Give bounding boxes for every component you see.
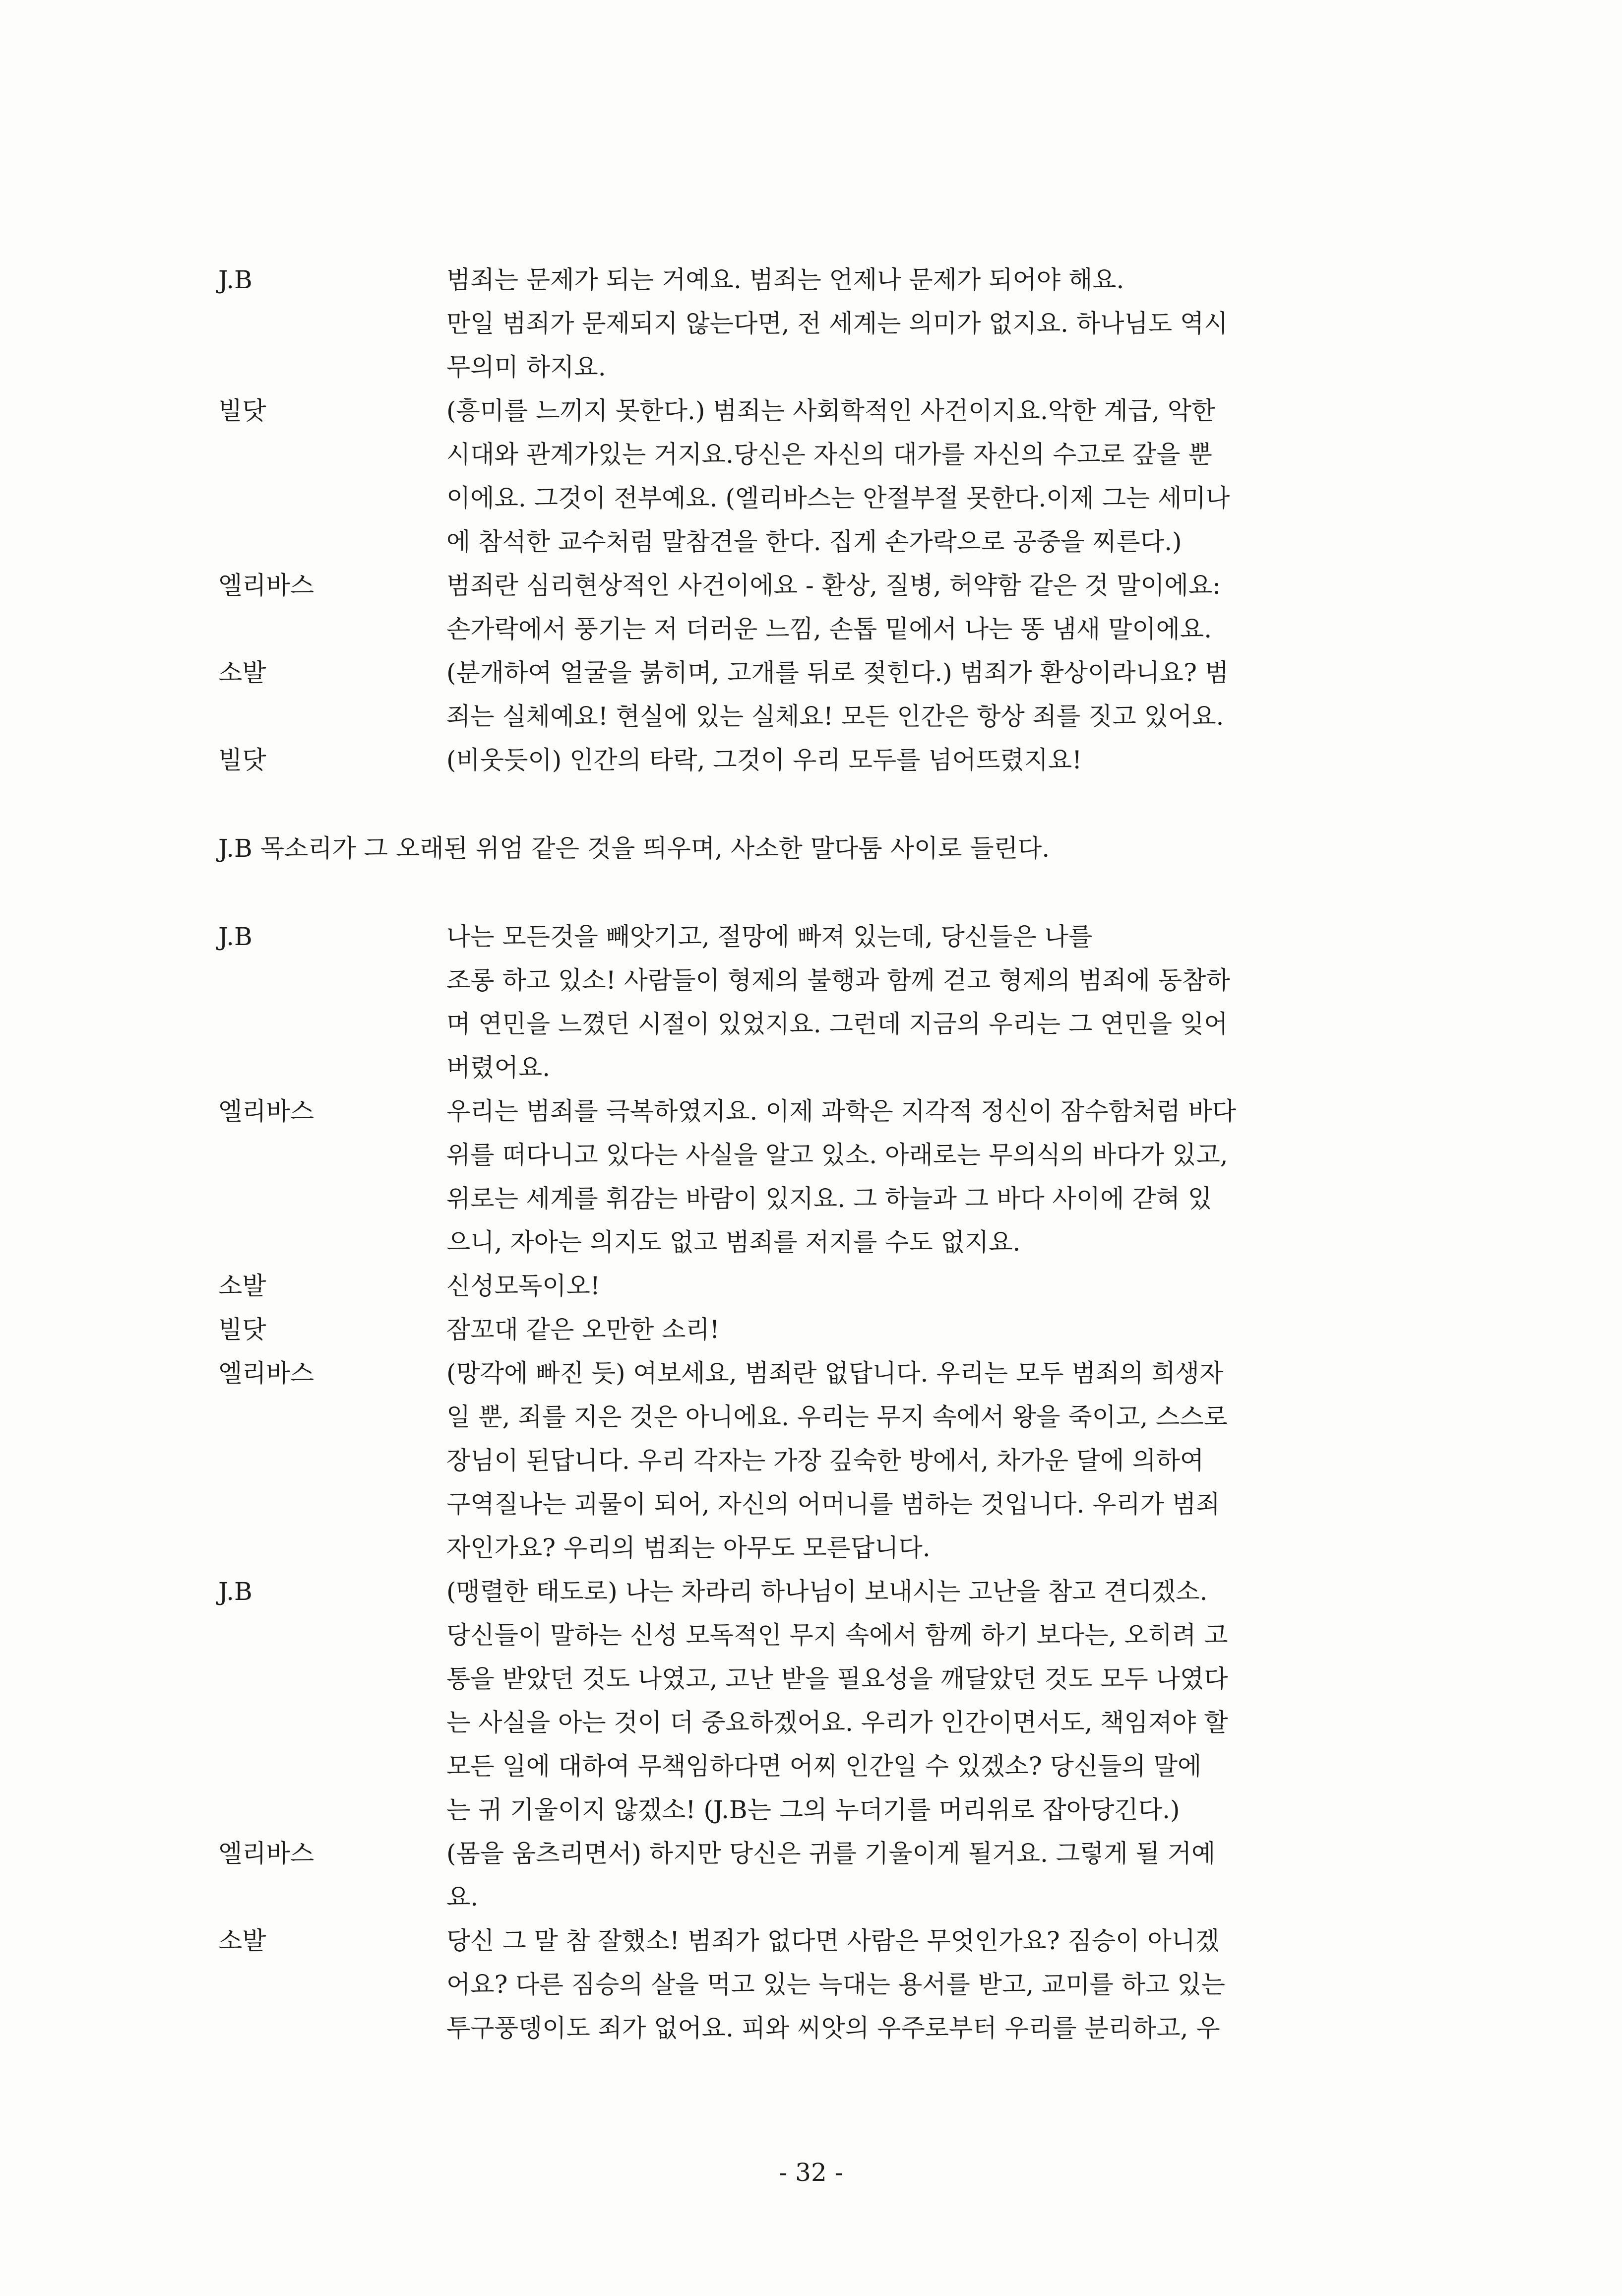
speech-text [446, 1264, 1409, 1308]
speaker-name: 엘리바스 [218, 1839, 314, 1868]
speech-text [446, 651, 1409, 738]
speech-line: 이에요. 그것이 전부예요. (엘리바스는 안절부절 못한다.이제 그는 세미나 [446, 484, 1230, 512]
dialogue-block-1 [218, 258, 1409, 782]
speech-text [446, 258, 1409, 389]
speech-text [446, 564, 1409, 651]
speech-line: 범죄는 문제가 되는 거예요. 범죄는 언제나 문제가 되어야 해요. [446, 265, 1124, 294]
speech-line: 자인가요? 우리의 범죄는 아무도 모른답니다. [446, 1533, 931, 1562]
dialogue-entry [218, 1351, 1409, 1570]
dialogue-entry [218, 258, 1409, 389]
speech-text [446, 1089, 1409, 1264]
speech-line: 손가락에서 풍기는 저 더러운 느낌, 손톱 밑에서 나는 똥 냄새 말이에요. [446, 615, 1212, 643]
speech-line: 조롱 하고 있소! 사람들이 형제의 불행과 함께 걷고 형제의 범죄에 동참하 [446, 966, 1230, 995]
stage-direction: J.B 목소리가 그 오래된 위엄 같은 것을 띄우며, 사소한 말다툼 사이로 들린다. [218, 834, 1050, 863]
speech-line: (몸을 움츠리면서) 하지만 당신은 귀를 기울이게 될거요. 그렇게 될 거예 [446, 1839, 1216, 1868]
speaker-name: 엘리바스 [218, 571, 314, 600]
speaker-name: 엘리바스 [218, 1359, 314, 1388]
dialogue-entry [218, 738, 1409, 782]
speech-line: 버렸어요. [446, 1053, 551, 1082]
speech-line: (비웃듯이) 인간의 타락, 그것이 우리 모두를 넘어뜨렸지요! [446, 746, 1082, 774]
speech-line: 죄는 실체예요! 현실에 있는 실체요! 모든 인간은 항상 죄를 짓고 있어요. [446, 702, 1224, 731]
speech-line: 당신 그 말 참 잘했소! 범죄가 없다면 사람은 무엇인가요? 짐승이 아니겠 [446, 1926, 1220, 1955]
speech-line: 당신들이 말하는 신성 모독적인 무지 속에서 함께 하기 보다는, 오히려 고 [446, 1621, 1228, 1650]
speech-line: 으니, 자아는 의지도 없고 범죄를 저지를 수도 없지요. [446, 1228, 1021, 1257]
dialogue-entry [218, 389, 1409, 564]
speaker-name: 빌닷 [218, 746, 266, 774]
speech-line: 위를 떠다니고 있다는 사실을 알고 있소. 아래로는 무의식의 바다가 있고, [446, 1141, 1228, 1169]
speaker-name: 소발 [218, 658, 266, 687]
speaker-name: 소발 [218, 1272, 266, 1300]
speech-line: 무의미 하지요. [446, 353, 606, 382]
speech-text [446, 738, 1409, 782]
speech-line: 신성모독이오! [446, 1272, 600, 1300]
speech-text [446, 915, 1409, 1089]
dialogue-entry [218, 1264, 1409, 1308]
speech-line: 범죄란 심리현상적인 사건이에요 - 환상, 질병, 허약함 같은 것 말이에요: [446, 571, 1221, 600]
speech-text [446, 1351, 1409, 1570]
speech-line: 우리는 범죄를 극복하였지요. 이제 과학은 지각적 정신이 잠수함처럼 바다 [446, 1097, 1237, 1126]
dialogue-entry [218, 1089, 1409, 1264]
speech-text [446, 1308, 1409, 1351]
speech-line: 요. [446, 1883, 479, 1912]
speech-line: 구역질나는 괴물이 되어, 자신의 어머니를 범하는 것입니다. 우리가 범죄 [446, 1490, 1220, 1519]
dialogue-entry [218, 915, 1409, 1089]
speech-line: 장님이 된답니다. 우리 각자는 가장 깊숙한 방에서, 차가운 달에 의하여 [446, 1446, 1204, 1475]
speech-line: 에 참석한 교수처럼 말참견을 한다. 집게 손가락으로 공중을 찌른다.) [446, 527, 1182, 556]
speech-line: 위로는 세계를 휘감는 바람이 있지요. 그 하늘과 그 바다 사이에 갇혀 있 [446, 1184, 1212, 1213]
speech-line: 는 사실을 아는 것이 더 중요하겠어요. 우리가 인간이면서도, 책임져야 할 [446, 1708, 1228, 1737]
speaker-name: J.B [218, 265, 252, 294]
speech-line: 통을 받았던 것도 나였고, 고난 받을 필요성을 깨달았던 것도 모두 나였다 [446, 1664, 1228, 1693]
speaker-name: J.B [218, 1577, 252, 1606]
dialogue-entry [218, 564, 1409, 651]
speech-line: 잠꼬대 같은 오만한 소리! [446, 1315, 720, 1344]
speech-line: 는 귀 기울이지 않겠소! (J.B는 그의 누더기를 머리위로 잡아당긴다.) [446, 1795, 1180, 1824]
speech-line: (흥미를 느끼지 못한다.) 범죄는 사회학적인 사건이지요.악한 계급, 악한 [446, 396, 1216, 425]
speech-line: 만일 범죄가 문제되지 않는다면, 전 세계는 의미가 없지요. 하나님도 역시 [446, 309, 1228, 338]
speech-text [446, 1570, 1409, 1832]
speech-line: 투구풍뎅이도 죄가 없어요. 피와 씨앗의 우주로부터 우리를 분리하고, 우 [446, 2014, 1220, 2042]
speaker-name: 소발 [218, 1926, 266, 1955]
speaker-name: 빌닷 [218, 396, 266, 425]
speaker-name: 빌닷 [218, 1315, 266, 1344]
speech-text [446, 1919, 1409, 2050]
dialogue-entry [218, 651, 1409, 738]
speech-line: (망각에 빠진 듯) 여보세요, 범죄란 없답니다. 우리는 모두 범죄의 희생자 [446, 1359, 1224, 1388]
speaker-name: J.B [218, 922, 252, 951]
dialogue-block-2 [218, 915, 1409, 2050]
speech-text [446, 1832, 1409, 1919]
dialogue-entry [218, 1308, 1409, 1351]
speech-line: 일 뿐, 죄를 지은 것은 아니에요. 우리는 무지 속에서 왕을 죽이고, 스스로 [446, 1403, 1228, 1431]
script-page [218, 258, 1409, 2050]
dialogue-entry [218, 1570, 1409, 1832]
speech-line: 나는 모든것을 빼앗기고, 절망에 빠져 있는데, 당신들은 나를 [446, 922, 1093, 951]
speech-line: 며 연민을 느꼈던 시절이 있었지요. 그런데 지금의 우리는 그 연민을 잊어 [446, 1010, 1228, 1038]
speech-line: 어요? 다른 짐승의 살을 먹고 있는 늑대는 용서를 받고, 교미를 하고 있는 [446, 1970, 1225, 1999]
dialogue-entry [218, 1919, 1409, 2050]
speech-line: (분개하여 얼굴을 붉히며, 고개를 뒤로 젖힌다.) 범죄가 환상이라니요? 범 [446, 658, 1229, 687]
speech-line: (맹렬한 태도로) 나는 차라리 하나님이 보내시는 고난을 참고 견디겠소. [446, 1577, 1208, 1606]
page-number: - 32 - [779, 2158, 843, 2187]
speech-line: 시대와 관계가있는 거지요.당신은 자신의 대가를 자신의 수고로 갚을 뿐 [446, 440, 1212, 469]
dialogue-entry [218, 1832, 1409, 1919]
speaker-name: 엘리바스 [218, 1097, 314, 1126]
speech-text [446, 389, 1409, 564]
speech-line: 모든 일에 대하여 무책임하다면 어찌 인간일 수 있겠소? 당신들의 말에 [446, 1752, 1202, 1781]
